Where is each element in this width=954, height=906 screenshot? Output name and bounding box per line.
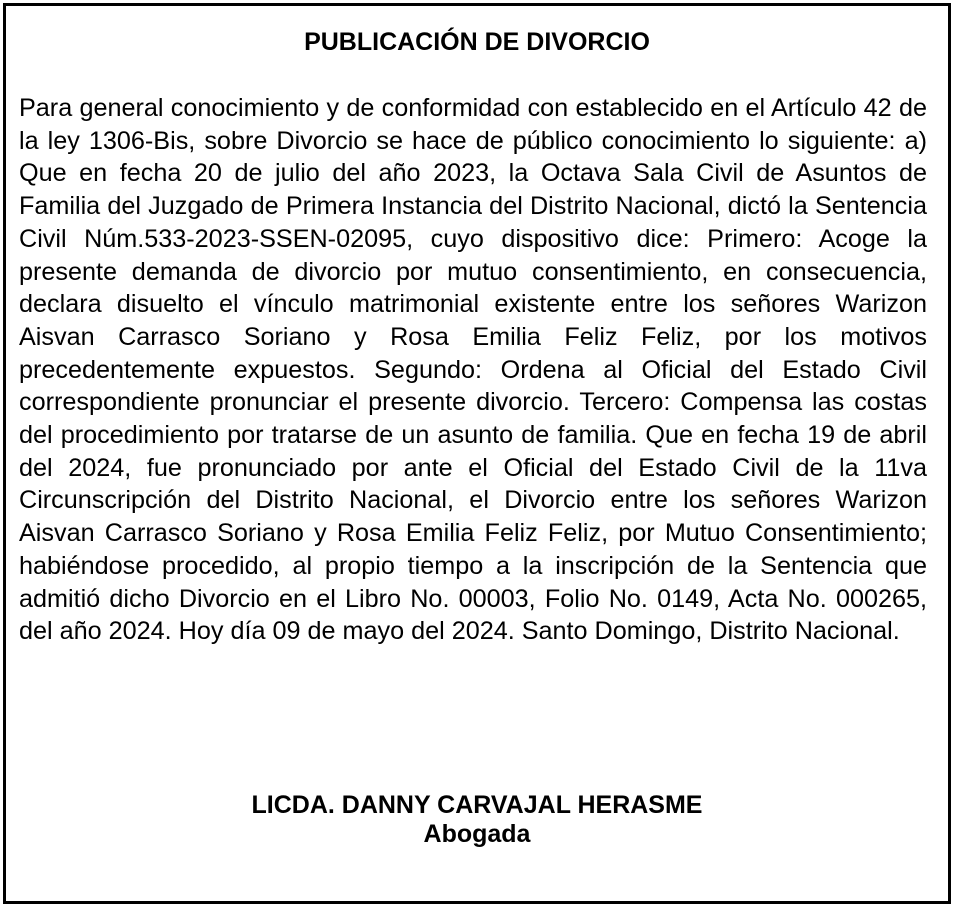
- notice-title: PUBLICACIÓN DE DIVORCIO: [304, 28, 650, 56]
- signature-block: [0, 791, 954, 849]
- notice-body: Para general conocimiento y de conformidad con establecido en el Artículo 42 de la ley 1306-Bis, sobre Divorcio se hace de público conocimiento lo siguiente: a) Que en fecha 20 de julio del año 2023, la Octava Sala Civil de Asuntos de Familia del Juzgado de Primera Instancia del Distrito Nacional, dictó la Sentencia Civil Núm.533-2023-SSEN-02095, cuyo dispositivo dice: Primero: Acoge la presente demanda de divorcio por mutuo consentimiento, en consecuencia, declara disuelto el vínculo matrimonial existente entre los señores Warizon Aisvan Carrasco Soriano y Rosa Emilia Feliz Feliz, por los motivos precedentemente expuestos. Segundo: Ordena al Oficial del Estado Civil correspondiente pronunciar el presente divorcio. Tercero: Compensa las costas del procedimiento por tratarse de un asunto de familia. Que en fecha 19 de abril del 2024, fue pronunciado por ante el Oficial del Estado Civil de la 11va Circunscripción del Distrito Nacional, el Divorcio entre los señores Warizon Aisvan Carrasco Soriano y Rosa Emilia Feliz Feliz, por Mutuo Consentimiento; habiéndose procedido, al propio tiempo a la inscripción de la Sentencia que admitió dicho Divorcio en el Libro No. 00003, Folio No. 0149, Acta No. 000265, del año 2024. Hoy día 09 de mayo del 2024. Santo Domingo, Distrito Nacional.: [19, 94, 927, 646]
- signer-name: LICDA. DANNY CARVAJAL HERASME: [251, 791, 703, 819]
- signer-title: Abogada: [423, 820, 531, 848]
